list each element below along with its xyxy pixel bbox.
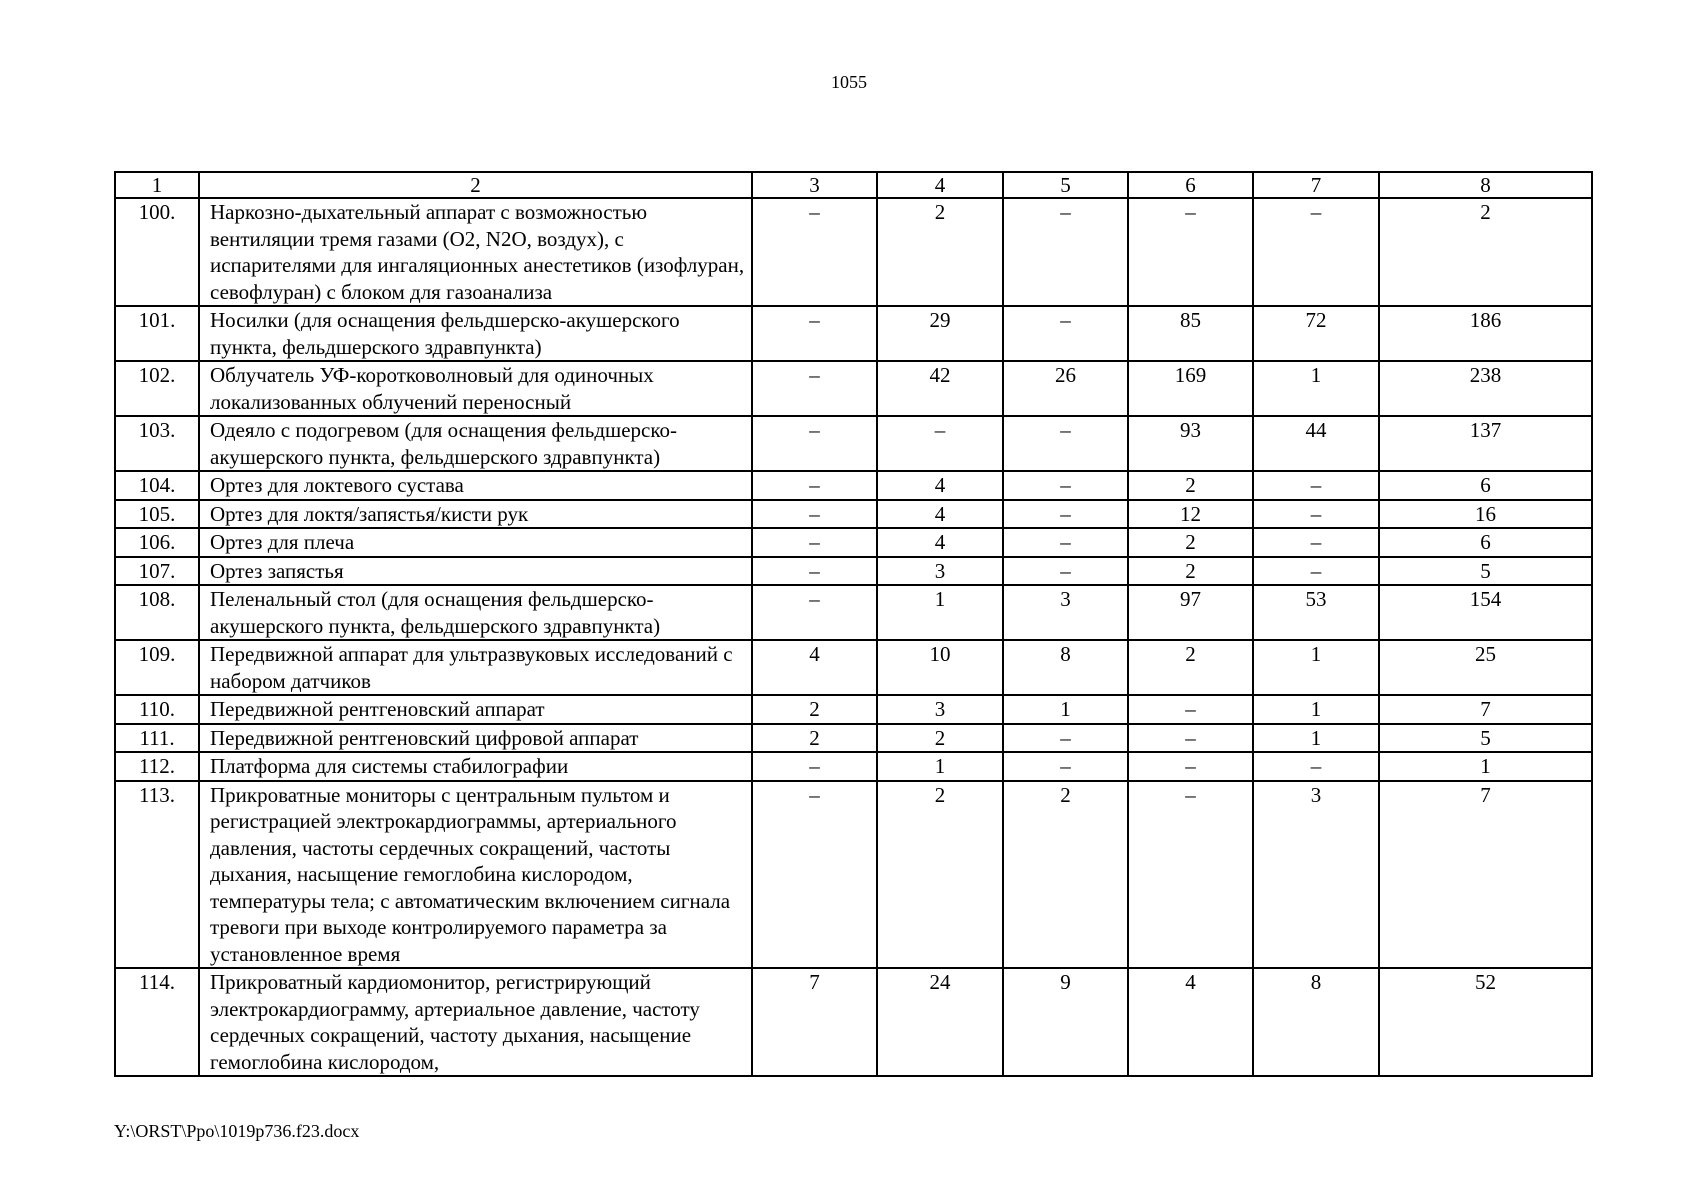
equipment-name: Прикроватный кардиомонитор, регистрирующий электрокардиограмму, артериальное давление, частоту сердечных сокращений, частоту дыхания, насыщение гемоглобина кислородом, (199, 968, 752, 1076)
value-total: 25 (1379, 640, 1592, 695)
equipment-name: Ортез для локтевого сустава (199, 471, 752, 500)
value-total: 154 (1379, 585, 1592, 640)
value-col-6: 2 (1128, 471, 1253, 500)
value-total: 2 (1379, 198, 1592, 306)
row-number: 114. (115, 968, 199, 1076)
table-row (115, 781, 1592, 969)
page-number: 1055 (831, 72, 867, 92)
value-col-4: – (877, 416, 1003, 471)
equipment-name: Пеленальный стол (для оснащения фельдшерско-акушерского пункта, фельдшерского здравпункта) (199, 585, 752, 640)
header-cell: 5 (1003, 172, 1128, 198)
equipment-table (114, 171, 1593, 1077)
value-col-6: – (1128, 781, 1253, 969)
header-cell: 1 (115, 172, 199, 198)
table-row (115, 695, 1592, 724)
value-col-4: 1 (877, 585, 1003, 640)
value-col-7: – (1253, 528, 1379, 557)
row-number: 105. (115, 500, 199, 529)
equipment-name: Одеяло с подогревом (для оснащения фельдшерско-акушерского пункта, фельдшерского здравпункта) (199, 416, 752, 471)
value-col-7: – (1253, 198, 1379, 306)
value-col-5: 26 (1003, 361, 1128, 416)
value-col-4: 24 (877, 968, 1003, 1076)
table-body (115, 198, 1592, 1076)
value-col-6: 97 (1128, 585, 1253, 640)
value-col-4: 2 (877, 198, 1003, 306)
row-number: 102. (115, 361, 199, 416)
equipment-name: Прикроватные мониторы с центральным пультом и регистрацией электрокардиограммы, артериального давления, частоты сердечных сокращений, частоты дыхания, насыщение гемоглобина кислородом, температуры тела; с автоматическим включением сигнала тревоги при выходе контролируемого параметра за установленное время (199, 781, 752, 969)
value-col-4: 29 (877, 306, 1003, 361)
value-col-4: 3 (877, 695, 1003, 724)
value-col-7: 8 (1253, 968, 1379, 1076)
value-total: 5 (1379, 557, 1592, 586)
header-cell: 7 (1253, 172, 1379, 198)
value-total: 238 (1379, 361, 1592, 416)
value-col-5: – (1003, 500, 1128, 529)
value-col-4: 3 (877, 557, 1003, 586)
value-col-6: 2 (1128, 557, 1253, 586)
row-number: 108. (115, 585, 199, 640)
row-number: 107. (115, 557, 199, 586)
table-row (115, 724, 1592, 753)
value-col-3: – (752, 752, 877, 781)
value-total: 7 (1379, 695, 1592, 724)
value-total: 5 (1379, 724, 1592, 753)
row-number: 112. (115, 752, 199, 781)
value-col-7: 3 (1253, 781, 1379, 969)
table-row (115, 361, 1592, 416)
value-col-4: 4 (877, 500, 1003, 529)
equipment-name: Передвижной рентгеновский аппарат (199, 695, 752, 724)
value-col-5: – (1003, 724, 1128, 753)
value-col-4: 2 (877, 724, 1003, 753)
value-col-6: – (1128, 198, 1253, 306)
value-col-3: – (752, 500, 877, 529)
value-total: 137 (1379, 416, 1592, 471)
equipment-name: Платформа для системы стабилографии (199, 752, 752, 781)
value-col-3: – (752, 198, 877, 306)
value-col-5: – (1003, 557, 1128, 586)
table-row (115, 306, 1592, 361)
header-row (115, 172, 1592, 198)
value-col-3: – (752, 361, 877, 416)
table-row (115, 198, 1592, 306)
value-col-5: – (1003, 752, 1128, 781)
value-col-7: – (1253, 500, 1379, 529)
table-row (115, 528, 1592, 557)
value-col-7: 53 (1253, 585, 1379, 640)
value-col-5: 2 (1003, 781, 1128, 969)
value-col-5: – (1003, 198, 1128, 306)
value-col-4: 1 (877, 752, 1003, 781)
value-col-4: 42 (877, 361, 1003, 416)
value-col-5: 9 (1003, 968, 1128, 1076)
equipment-name: Облучатель УФ-коротковолновый для одиночных локализованных облучений переносный (199, 361, 752, 416)
value-col-5: 8 (1003, 640, 1128, 695)
header-cell: 2 (199, 172, 752, 198)
value-col-5: – (1003, 471, 1128, 500)
value-col-4: 4 (877, 471, 1003, 500)
value-col-7: 1 (1253, 361, 1379, 416)
value-col-6: 4 (1128, 968, 1253, 1076)
row-number: 104. (115, 471, 199, 500)
row-number: 100. (115, 198, 199, 306)
row-number: 101. (115, 306, 199, 361)
value-total: 7 (1379, 781, 1592, 969)
table-row (115, 557, 1592, 586)
value-col-7: – (1253, 752, 1379, 781)
value-col-3: – (752, 557, 877, 586)
value-col-6: 12 (1128, 500, 1253, 529)
value-total: 6 (1379, 528, 1592, 557)
value-col-6: 85 (1128, 306, 1253, 361)
table-row (115, 752, 1592, 781)
table-row (115, 968, 1592, 1076)
value-col-7: 72 (1253, 306, 1379, 361)
value-col-5: – (1003, 416, 1128, 471)
value-total: 52 (1379, 968, 1592, 1076)
value-col-5: – (1003, 306, 1128, 361)
value-col-6: 2 (1128, 528, 1253, 557)
value-col-7: 1 (1253, 695, 1379, 724)
value-col-5: 3 (1003, 585, 1128, 640)
equipment-name: Носилки (для оснащения фельдшерско-акушерского пункта, фельдшерского здравпункта) (199, 306, 752, 361)
table-row (115, 585, 1592, 640)
value-col-5: – (1003, 528, 1128, 557)
table-row (115, 500, 1592, 529)
table-row (115, 640, 1592, 695)
value-col-3: 4 (752, 640, 877, 695)
equipment-name: Наркозно-дыхательный аппарат с возможностью вентиляции тремя газами (O2, N2O, воздух), с испарителями для ингаляционных анестетиков (изофлуран, севофлуран) с блоком для газоанализа (199, 198, 752, 306)
value-col-3: – (752, 416, 877, 471)
value-col-3: – (752, 306, 877, 361)
value-col-4: 10 (877, 640, 1003, 695)
table-row (115, 416, 1592, 471)
file-path-footer: Y:\ORST\Ppo\1019p736.f23.docx (114, 1121, 360, 1141)
value-total: 1 (1379, 752, 1592, 781)
value-col-3: – (752, 585, 877, 640)
row-number: 110. (115, 695, 199, 724)
equipment-name: Передвижной аппарат для ультразвуковых исследований с набором датчиков (199, 640, 752, 695)
value-col-3: – (752, 528, 877, 557)
value-col-7: – (1253, 557, 1379, 586)
value-total: 186 (1379, 306, 1592, 361)
value-col-3: 2 (752, 724, 877, 753)
value-col-7: – (1253, 471, 1379, 500)
value-col-6: 93 (1128, 416, 1253, 471)
value-col-7: 44 (1253, 416, 1379, 471)
table-row (115, 471, 1592, 500)
row-number: 106. (115, 528, 199, 557)
value-col-3: 7 (752, 968, 877, 1076)
value-col-6: 169 (1128, 361, 1253, 416)
equipment-table-wrapper (114, 171, 1591, 1077)
value-col-7: 1 (1253, 640, 1379, 695)
value-col-3: 2 (752, 695, 877, 724)
value-col-6: – (1128, 752, 1253, 781)
value-total: 16 (1379, 500, 1592, 529)
value-col-4: 4 (877, 528, 1003, 557)
value-col-6: – (1128, 724, 1253, 753)
value-col-7: 1 (1253, 724, 1379, 753)
value-col-6: – (1128, 695, 1253, 724)
header-cell: 6 (1128, 172, 1253, 198)
value-col-4: 2 (877, 781, 1003, 969)
equipment-name: Передвижной рентгеновский цифровой аппарат (199, 724, 752, 753)
row-number: 113. (115, 781, 199, 969)
value-col-5: 1 (1003, 695, 1128, 724)
equipment-name: Ортез для плеча (199, 528, 752, 557)
row-number: 103. (115, 416, 199, 471)
equipment-name: Ортез для локтя/запястья/кисти рук (199, 500, 752, 529)
value-total: 6 (1379, 471, 1592, 500)
header-cell: 3 (752, 172, 877, 198)
header-cell: 4 (877, 172, 1003, 198)
row-number: 109. (115, 640, 199, 695)
row-number: 111. (115, 724, 199, 753)
equipment-name: Ортез запястья (199, 557, 752, 586)
value-col-6: 2 (1128, 640, 1253, 695)
value-col-3: – (752, 781, 877, 969)
header-cell: 8 (1379, 172, 1592, 198)
value-col-3: – (752, 471, 877, 500)
